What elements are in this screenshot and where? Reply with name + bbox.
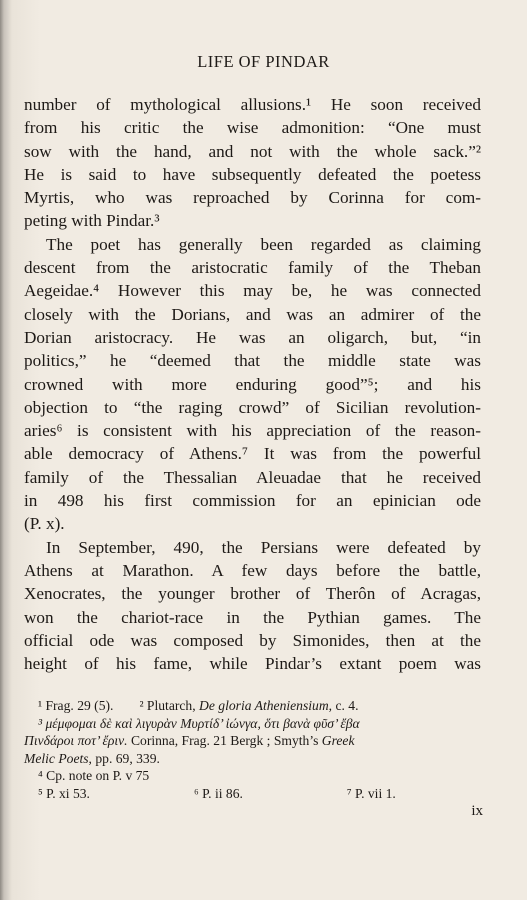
text-line: able democracy of Athens.⁷ It was from the powerful	[24, 444, 481, 464]
text-line: official ode was composed by Simonides, then at the	[24, 630, 481, 650]
footnote-3-ref: Corinna, Frag. 21 Bergk ; Smyth’s	[130, 733, 319, 749]
footnote-line	[24, 750, 481, 768]
footnote-line	[24, 715, 481, 733]
footnote-3-greek-cont: Πινδάροι ποτ’ ἔριν.	[24, 733, 128, 749]
text-line: from his critic the wise admonition: “One must	[24, 118, 481, 138]
text-line: peting with Pindar.³	[24, 211, 160, 231]
footnote-line	[24, 732, 481, 750]
text-line: Xenocrates, the younger brother of Therôn of Acragas,	[24, 584, 481, 604]
footnote-1: ¹ Frag. 29 (5).	[38, 698, 114, 713]
text-line: number of mythological allusions.¹ He soon received	[24, 95, 481, 114]
text-line: In September, 490, the Persians were defeated by	[46, 537, 481, 557]
footnote-2-title: De gloria Atheniensium	[199, 698, 329, 713]
body-text	[24, 93, 481, 675]
footnote-line	[24, 697, 481, 715]
text-line: sow with the hand, and not with the whole sack.”²	[24, 141, 481, 161]
footnote-2-end: , c. 4.	[328, 698, 359, 713]
text-line: Aegeidae.⁴ However this may be, he was connected	[24, 281, 481, 301]
text-line: closely with the Dorians, and was an admirer of the	[24, 304, 481, 324]
text-line: objection to “the raging crowd” of Sicilian revolution-	[24, 397, 481, 417]
text-line: The poet has generally been regarded as claiming	[46, 234, 481, 254]
text-line: won the chariot-race in the Pythian games. The	[24, 607, 481, 627]
footnote-3-greek: ³ μέμφομαι δὲ καὶ λιγυρὰν Μυρτίδ’ ἰώνγα, ὅτι βανὰ φῦσ’ ἔβα	[38, 715, 360, 731]
text-line: aries⁶ is consistent with his appreciation of the reason-	[24, 421, 481, 441]
footnote-3-pages: , pp. 69, 339.	[88, 750, 160, 766]
text-line: Athens at Marathon. A few days before the battle,	[24, 560, 481, 580]
text-line: in 498 his first commission for an epinician ode	[24, 491, 481, 511]
footnote-4: ⁴ Cp. note on P. v 75	[38, 768, 150, 784]
footnotes	[24, 697, 481, 803]
footnote-line	[24, 767, 481, 785]
footnote-7: ⁷ P. vii 1.	[346, 785, 396, 801]
footnote-line	[24, 785, 481, 803]
text-line: politics,” he “deemed that the middle state was	[24, 351, 481, 371]
text-line: height of his fame, while Pindar’s extant poem was	[24, 654, 481, 674]
footnote-5: ⁵ P. xi 53.	[38, 785, 90, 801]
text-line: Dorian aristocracy. He was an oligarch, but, “in	[24, 327, 481, 347]
text-line: He is said to have subsequently defeated the poetess	[24, 164, 481, 184]
footnote-3-title-cont: Melic Poets	[24, 750, 89, 766]
page-number: ix	[471, 803, 483, 819]
footnote-6: ⁶ P. ii 86.	[193, 785, 243, 801]
running-head: LIFE OF PINDAR	[197, 52, 330, 71]
text-line: Myrtis, who was reproached by Corinna for com-	[24, 188, 481, 208]
footnote-3-title: Greek	[321, 733, 355, 749]
text-line: descent from the aristocratic family of the Theban	[24, 258, 481, 278]
text-line: (P. x).	[24, 514, 65, 534]
text-line: crowned with more enduring good”⁵; and his	[24, 374, 481, 394]
footnote-2: ² Plutarch,	[139, 698, 196, 713]
text-line: family of the Thessalian Aleuadae that he received	[24, 467, 481, 487]
